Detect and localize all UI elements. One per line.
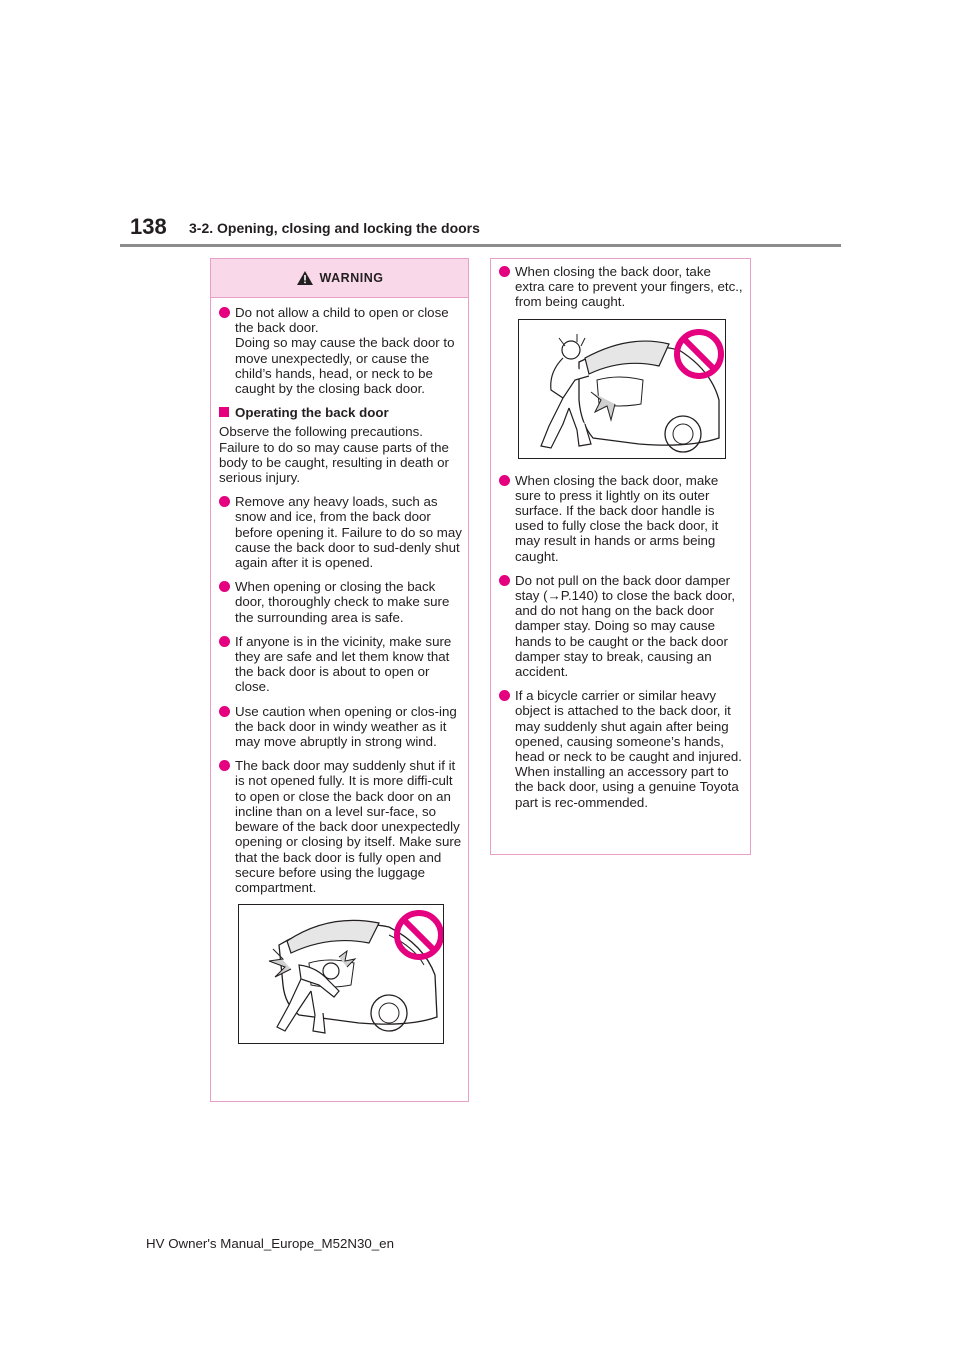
list-item-text: When closing the back door, take extra care to prevent your fingers, etc., from being caught. [515,264,743,310]
list-item-text: If anyone is in the vicinity, make sure they are safe and let them know that the back door is about to open or close. [235,633,452,695]
list-item-text: When closing the back door, make sure to press it lightly on its outer surface. If the back door handle is used to fully close the back door, it may result in hands or arms being caught. [515,472,719,564]
list-item [499,473,744,564]
warning-triangle-icon [296,270,314,286]
list-item-text: Remove any heavy loads, such as snow and ice, from the back door before opening it. Failure to do so may cause the back door to sud-denly shut again after it is opened. [235,494,462,571]
warning-box-left [210,258,469,1102]
warning-content-left [211,298,468,1044]
list-item [219,758,462,895]
bullet-icon [219,760,230,771]
page-number: 138 [130,214,167,239]
list-item [219,579,462,625]
bullet-icon [499,266,510,277]
list-item [219,305,462,396]
bullet-icon [499,575,510,586]
header-divider [120,244,841,247]
bullet-icon [219,307,230,318]
square-bullet-icon [219,407,229,417]
list-item-text: When opening or closing the back door, thoroughly check to make sure the surrounding area is safe. [235,579,450,625]
warning-box-right [490,258,751,855]
warning-title: WARNING [319,271,384,285]
list-item [499,573,744,679]
bullet-icon [219,706,230,717]
subheading-text: Operating the back door [235,405,389,421]
list-item [219,494,462,570]
bullet-icon [219,496,230,507]
list-item [499,688,744,810]
bullet-icon [219,581,230,592]
illustration-back-door-person-hit [238,904,444,1044]
warning-header [211,259,468,298]
list-item [499,264,744,310]
bullet-icon [499,475,510,486]
car-illustration [239,905,443,1043]
prohibition-icon [677,332,721,376]
warning-content-right [491,259,750,810]
illustration-fingers-caught [518,319,726,459]
list-item-text: The back door may suddenly shut if it is not opened fully. It is more diffi-cult to open or close the back door on an incline than on a level sur-face, so beware of the back door unexpectedly opening or closing by itself. Make sure that the back door is fully open and secure before using the luggage compartment. [235,758,462,895]
car-illustration [519,320,725,458]
bullet-icon [499,690,510,701]
list-item [219,704,462,750]
list-item-text: Do not allow a child to open or close the back door. Doing so may cause the back door to move unexpectedly, or cause the child’s hands, head, or neck to be caught by the closing back door. [235,305,455,397]
footer-text: HV Owner's Manual_Europe_M52N30_en [146,1236,394,1251]
list-item-text: If a bicycle carrier or similar heavy object is attached to the back door, it may suddenly shut again after being opened, causing someone’s hands, head or neck to be caught and injured. When installing an accessory part to the back door, using a genuine Toyota part is rec-ommended. [515,688,742,810]
list-item [219,634,462,695]
list-item-text: Use caution when opening or clos-ing the back door in windy weather as it may move abruptly in strong wind. [235,703,457,750]
paragraph: Observe the following precautions. Failure to do so may cause parts of the body to be caught, resulting in death or serious injury. [219,424,449,486]
list-item-text: Do not pull on the back door damper stay (→P.140) to close the back door, and do not hang on the back door damper stay. Doing so may cause hands to be caught or the back door damper stay to break, causing an accident. [515,572,736,680]
bullet-icon [219,636,230,647]
subheading [219,405,462,420]
section-title: 3-2. Opening, closing and locking the doors [189,220,480,236]
